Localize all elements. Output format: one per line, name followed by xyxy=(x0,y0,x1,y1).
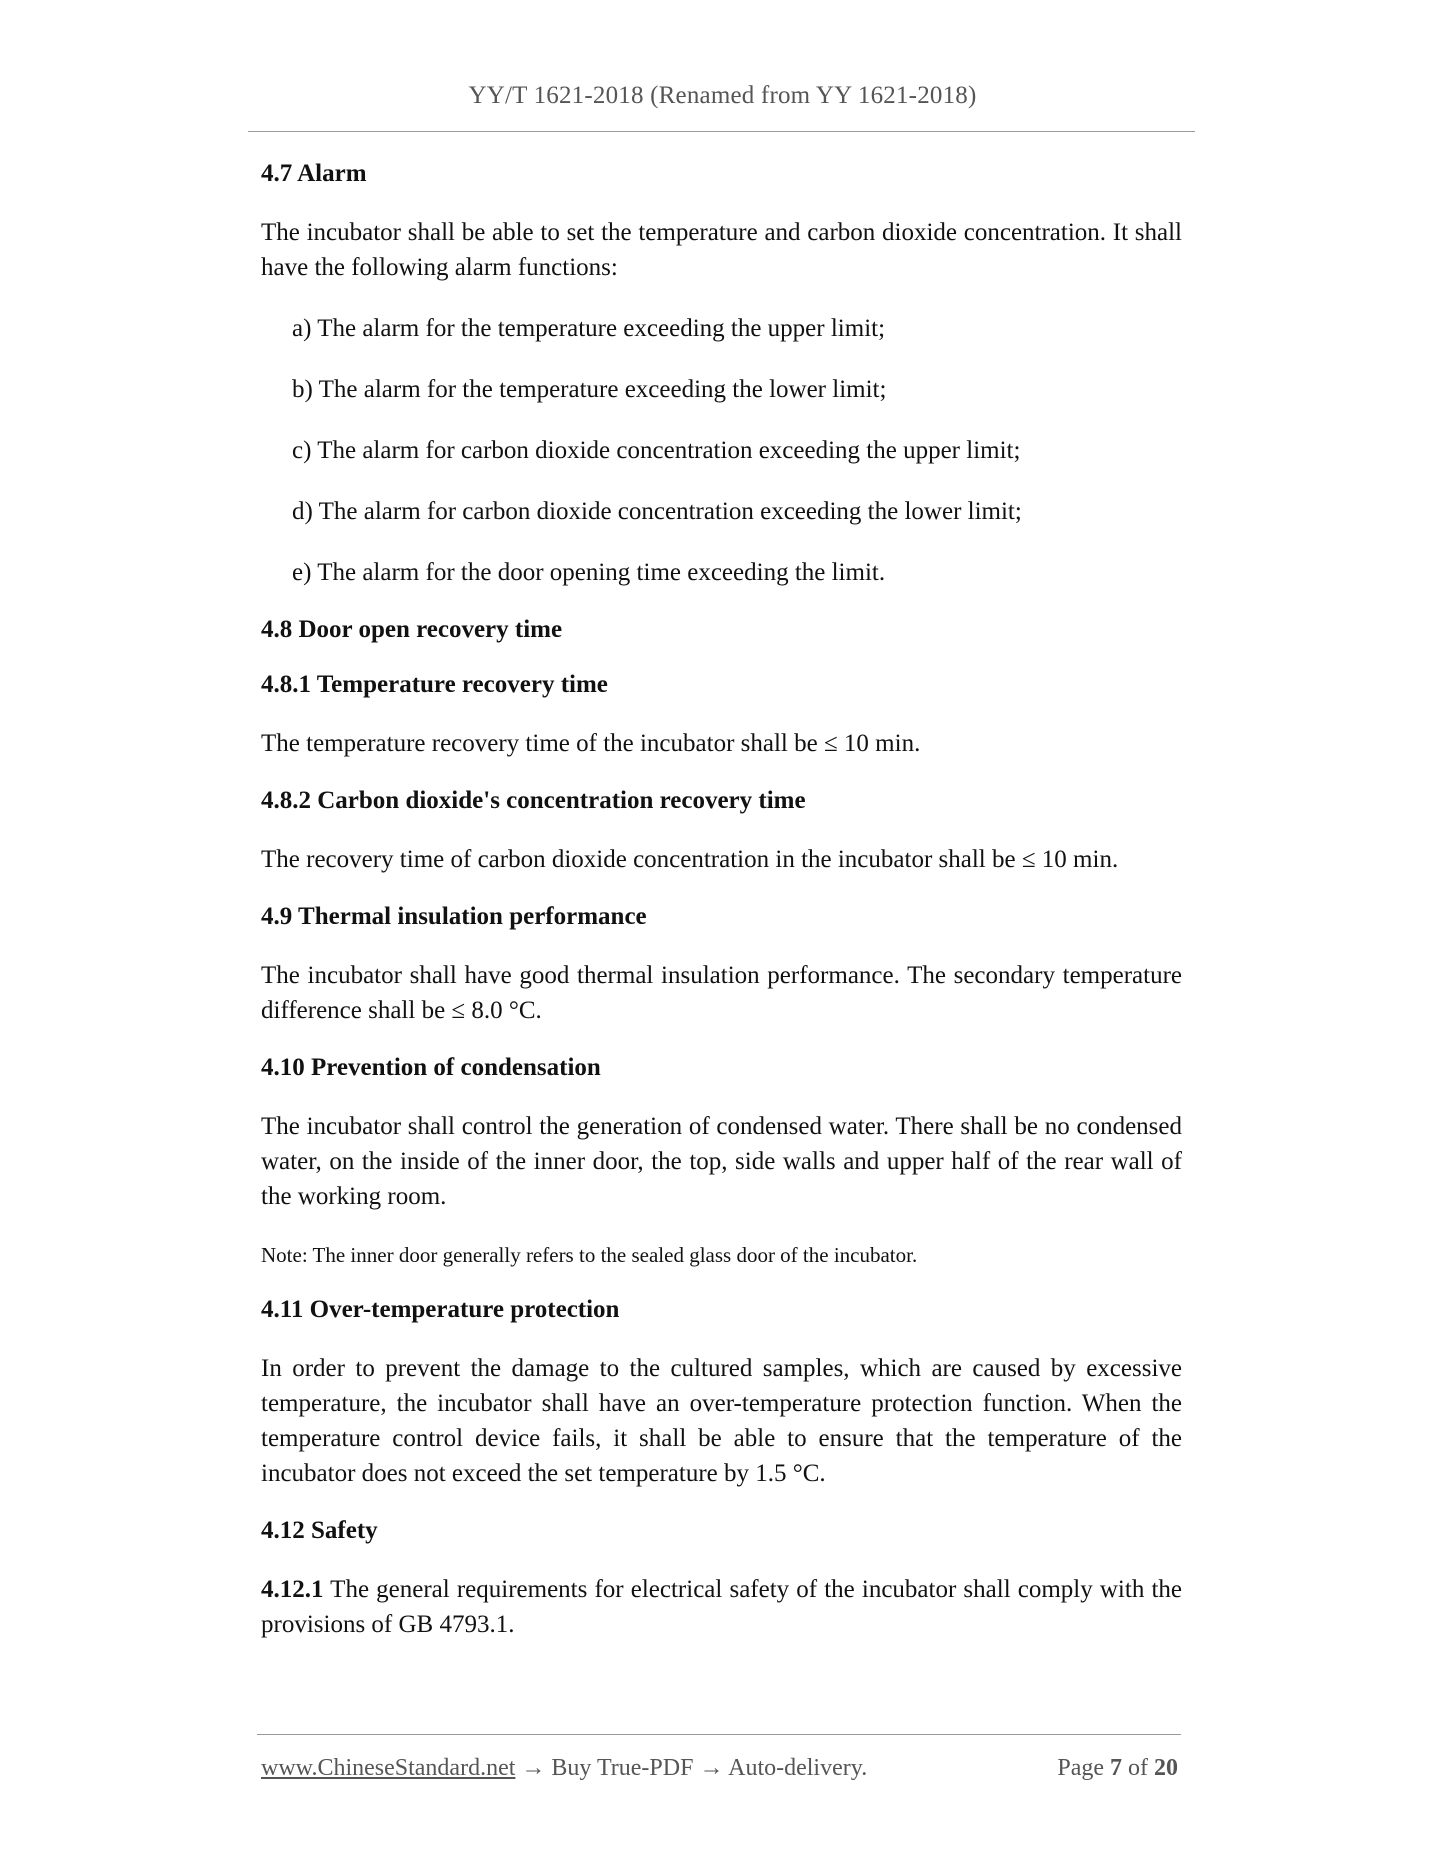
page-counter xyxy=(1057,1755,1178,1782)
section-body-4-8-2: The recovery time of carbon dioxide concentration in the incubator shall be ≤ 10 min. xyxy=(261,846,1119,873)
section-body-4-11: In order to prevent the damage to the cultured samples, which are caused by excessive temperature, the incubator shall have an over-temperature protection function. When the temperature control device fails, it shall be able to ensure that the temperature of the incubator does not exceed the set temperature by 1.5 °C. xyxy=(261,1355,1182,1487)
section-heading-4-12: 4.12 Safety xyxy=(261,1517,378,1544)
page-label: Page xyxy=(1057,1755,1104,1781)
section-heading-4-8: 4.8 Door open recovery time xyxy=(261,616,563,643)
clause-text: The general requirements for electrical safety of the incubator shall comply with the provisions of GB 4793.1. xyxy=(261,1576,1182,1638)
clause-number: 4.12.1 xyxy=(261,1576,324,1603)
list-item: e) The alarm for the door opening time exceeding the limit. xyxy=(292,559,886,586)
page-total: 20 xyxy=(1154,1755,1178,1781)
section-body-4-8-1: The temperature recovery time of the incubator shall be ≤ 10 min. xyxy=(261,730,921,757)
list-item: a) The alarm for the temperature exceeding the upper limit; xyxy=(292,315,886,342)
section-heading-4-9: 4.9 Thermal insulation performance xyxy=(261,903,647,930)
page-content xyxy=(261,160,1182,1642)
page-header: YY/T 1621-2018 (Renamed from YY 1621-2018) xyxy=(468,82,977,109)
section-heading-4-7: 4.7 Alarm xyxy=(261,160,367,187)
section-note-4-10: Note: The inner door generally refers to the sealed glass door of the incubator. xyxy=(261,1243,918,1267)
footer-left xyxy=(261,1755,867,1782)
section-body-4-9: The incubator shall have good thermal insulation performance. The secondary temperature difference shall be ≤ 8.0 °C. xyxy=(261,962,1182,1024)
footer-divider xyxy=(257,1734,1181,1735)
section-body-4-12-1 xyxy=(261,1572,1182,1642)
section-heading-4-8-1: 4.8.1 Temperature recovery time xyxy=(261,671,608,698)
section-heading-4-10: 4.10 Prevention of condensation xyxy=(261,1054,601,1081)
section-body-4-7: The incubator shall be able to set the temperature and carbon dioxide concentration. It shall have the following alarm functions: xyxy=(261,219,1182,281)
list-item: c) The alarm for carbon dioxide concentration exceeding the upper limit; xyxy=(292,437,1021,464)
list-item: d) The alarm for carbon dioxide concentration exceeding the lower limit; xyxy=(292,498,1022,525)
footer-trail: → Buy True-PDF → Auto-delivery. xyxy=(515,1755,868,1781)
section-body-4-10: The incubator shall control the generation of condensed water. There shall be no condensed water, on the inside of the inner door, the top, side walls and upper half of the rear wall of the working room. xyxy=(261,1113,1182,1210)
page-number: 7 xyxy=(1110,1755,1122,1781)
section-heading-4-8-2: 4.8.2 Carbon dioxide's concentration recovery time xyxy=(261,787,806,814)
list-item: b) The alarm for the temperature exceeding the lower limit; xyxy=(292,376,887,403)
of-label: of xyxy=(1128,1755,1148,1781)
website-link[interactable]: www.ChineseStandard.net xyxy=(261,1755,516,1781)
header-divider xyxy=(248,131,1195,132)
section-heading-4-11: 4.11 Over-temperature protection xyxy=(261,1296,620,1323)
